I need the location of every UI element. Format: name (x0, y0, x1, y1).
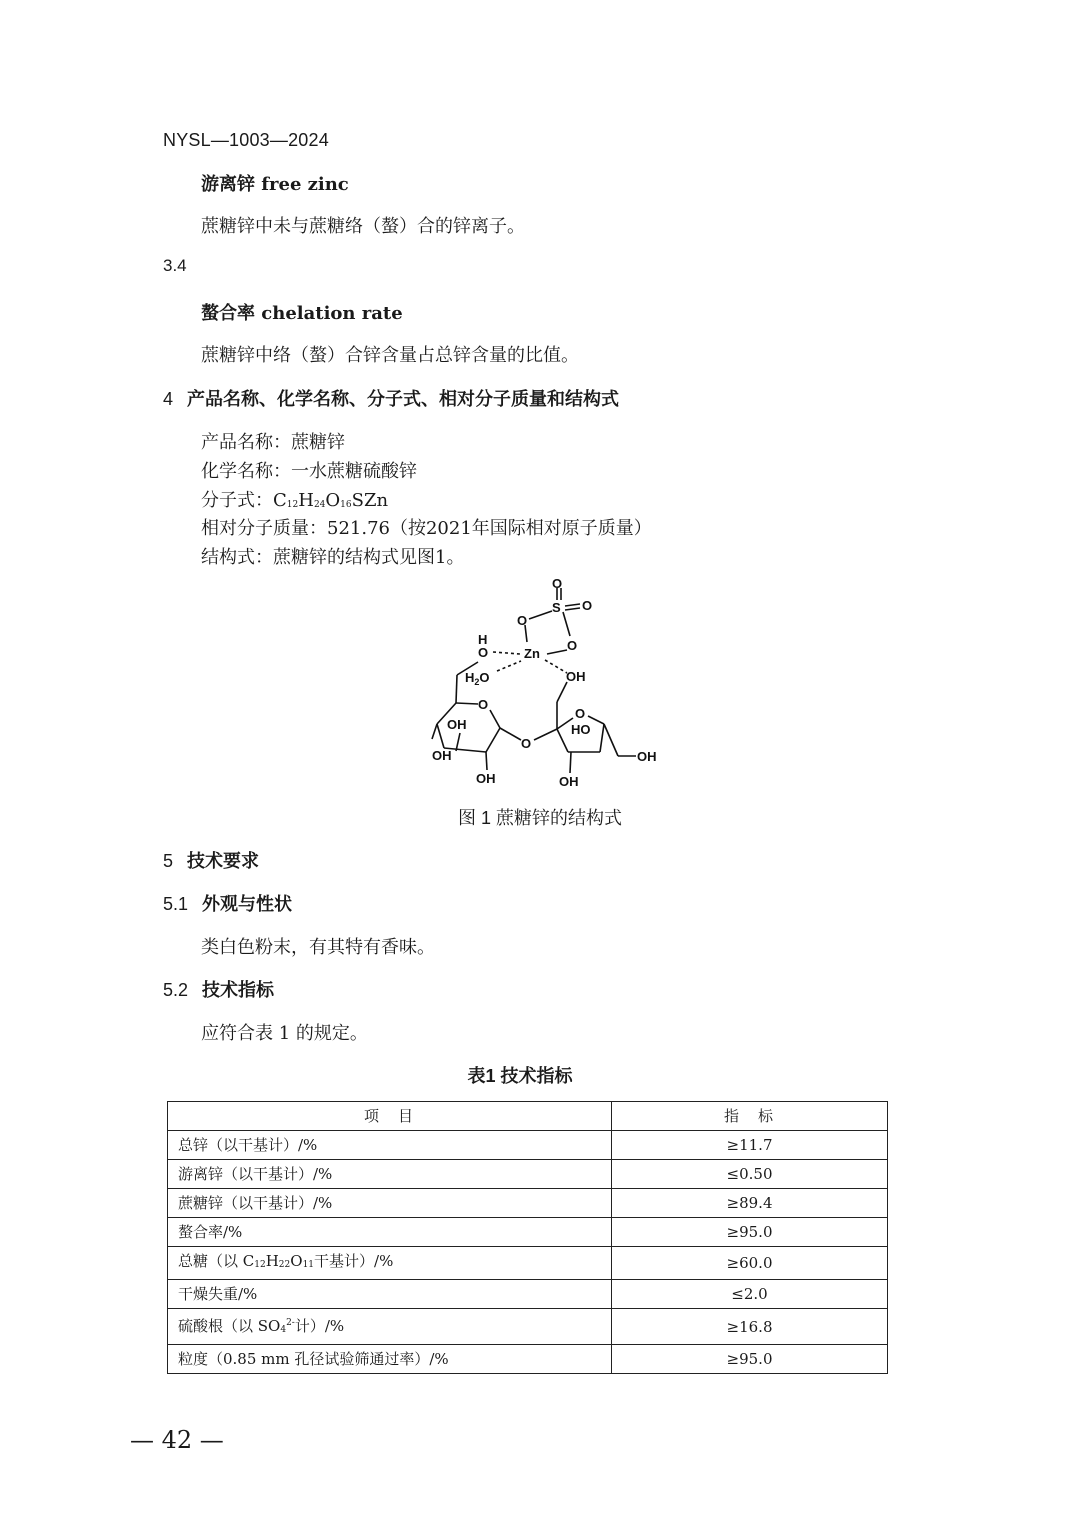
structure-reference: 结构式：蔗糖锌的结构式见图1。 (201, 547, 465, 568)
section-5-number: 5 (163, 851, 174, 871)
atom-glycosidic-oxygen: O (521, 736, 532, 751)
table-row (168, 1247, 888, 1280)
row-item-c-count: 12 (254, 1260, 266, 1270)
section-4-title: 产品名称、化学名称、分子式、相对分子质量和结构式 (187, 389, 620, 409)
table-caption: 表1 技术指标 (467, 1066, 573, 1086)
row-value: ≥60.0 (612, 1247, 888, 1280)
row-item-o: O (290, 1252, 303, 1270)
row-value: ≥89.4 (612, 1189, 888, 1218)
atom-ring-oxygen-glucose: O (478, 697, 489, 712)
atom-oh-c4: OH (432, 748, 452, 763)
section-5-1-heading (163, 890, 292, 916)
row-item-prefix: 总糖（以 C (178, 1252, 255, 1270)
term-chelation-rate: 螯合率 chelation rate (201, 303, 403, 324)
atom-zinc: Zn (524, 646, 540, 661)
formula-rest: SZn (351, 490, 389, 511)
term-free-zinc: 游离锌 free zinc (201, 174, 349, 195)
water-label (465, 670, 490, 687)
row-item: 总锌（以干基计）/% (168, 1131, 612, 1160)
row-item-suffix: 干基计）/% (314, 1252, 394, 1270)
row-item-prefix: 硫酸根（以 SO (178, 1317, 281, 1335)
row-value: ≥11.7 (612, 1131, 888, 1160)
table-header-row (168, 1102, 888, 1131)
formula-c-count: 12 (286, 500, 299, 510)
atom-hydrogen: H (478, 632, 488, 647)
table-row (168, 1280, 888, 1309)
table-reference-text: 应符合表 1 的规定。 (201, 1023, 368, 1044)
atom-sulfur: S (552, 600, 561, 615)
row-item-o-count: 4 (280, 1325, 287, 1335)
row-item-suffix: 计）/% (294, 1317, 345, 1335)
clause-number-3-4: 3.4 (163, 256, 187, 275)
atom-oh-c3: OH (447, 717, 467, 732)
table-row (168, 1309, 888, 1345)
atom-oxygen-left: O (517, 613, 528, 628)
row-item-h-count: 22 (278, 1260, 291, 1270)
row-item: 粒度（0.85 mm 孔径试验筛通过率）/% (168, 1345, 612, 1374)
atom-oh-c2: OH (476, 771, 496, 786)
water-subscript: 2 (474, 677, 480, 687)
atom-oxygen-right: O (582, 598, 593, 613)
formula-c: C (273, 490, 287, 511)
formula-o: O (325, 490, 341, 511)
table-row (168, 1218, 888, 1247)
chemical-name: 化学名称：一水蔗糖硫酸锌 (201, 461, 417, 482)
figure-caption: 图 1 蔗糖锌的结构式 (457, 808, 622, 828)
row-value: ≤2.0 (612, 1280, 888, 1309)
definition-chelation-rate: 蔗糖锌中络（螯）合锌含量占总锌含量的比值。 (201, 345, 579, 366)
row-item: 蔗糖锌（以干基计）/% (168, 1189, 612, 1218)
header-value: 指 标 (612, 1102, 888, 1131)
row-item-charge: 2- (286, 1318, 295, 1328)
row-item (168, 1247, 612, 1280)
page-number: — 42 — (130, 1426, 224, 1454)
table-row (168, 1131, 888, 1160)
table-row (168, 1160, 888, 1189)
section-5-2-title: 技术指标 (202, 980, 275, 1000)
header-item: 项 目 (168, 1102, 612, 1131)
atom-oxygen-top: O (552, 576, 563, 591)
section-5-1-number: 5.1 (163, 894, 189, 914)
row-item (168, 1309, 612, 1345)
water-o: O (479, 670, 490, 685)
row-value: ≤0.50 (612, 1160, 888, 1189)
formula-label: 分子式： (201, 490, 273, 511)
atom-ho-fructose: HO (571, 722, 591, 737)
row-item: 螯合率/% (168, 1218, 612, 1247)
row-value: ≥95.0 (612, 1345, 888, 1374)
atom-oh-ch2-fructose: OH (637, 749, 657, 764)
row-item-h: H (265, 1252, 279, 1270)
atom-oh-ch2: OH (566, 669, 586, 684)
row-item: 干燥失重/% (168, 1280, 612, 1309)
section-5-1-title: 外观与性状 (202, 894, 293, 914)
formula-h: H (298, 490, 314, 511)
atom-hydroxyl-oxygen: O (478, 645, 489, 660)
table-row (168, 1189, 888, 1218)
table-row (168, 1345, 888, 1374)
molecular-mass: 相对分子质量：521.76（按2021年国际相对原子质量） (201, 518, 652, 539)
technical-specifications-table (167, 1101, 888, 1374)
row-item: 游离锌（以干基计）/% (168, 1160, 612, 1189)
section-5-2-number: 5.2 (163, 980, 189, 1000)
section-5-2-heading (163, 976, 274, 1002)
doc-code: NYSL—1003—2024 (163, 130, 329, 150)
row-item-o-count: 11 (302, 1260, 315, 1270)
appearance-text: 类白色粉末，有其特有香味。 (201, 937, 435, 958)
section-5-title: 技术要求 (187, 851, 260, 871)
atom-oh-fructose: OH (559, 774, 579, 789)
atom-oxygen-lower: O (567, 638, 578, 653)
definition-free-zinc: 蔗糖锌中未与蔗糖络（螯）合的锌离子。 (201, 216, 525, 237)
formula-o-count: 16 (340, 500, 352, 510)
section-4-number: 4 (163, 389, 174, 409)
water-h: H (465, 670, 475, 685)
row-value: ≥95.0 (612, 1218, 888, 1247)
product-name: 产品名称：蔗糖锌 (201, 432, 345, 453)
row-value: ≥16.8 (612, 1309, 888, 1345)
section-5-heading (163, 847, 259, 873)
atom-ring-oxygen-fructose: O (575, 706, 586, 721)
formula-h-count: 24 (313, 500, 326, 510)
